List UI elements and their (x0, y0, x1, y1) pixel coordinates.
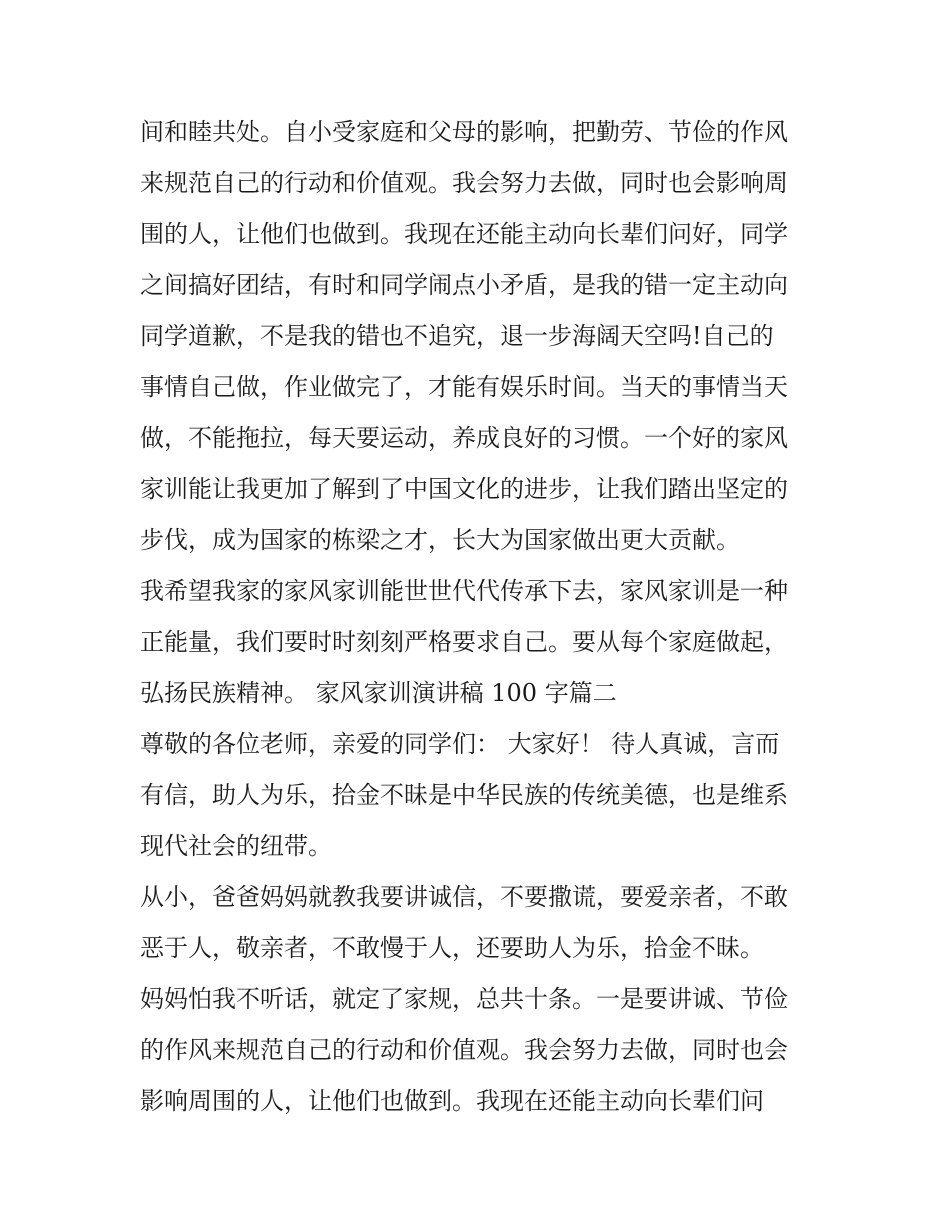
text-line: 做，不能拖拉，每天要运动，养成良好的习惯。一个好的家风 (140, 424, 788, 452)
paragraph-3 (140, 719, 830, 872)
text-line: 间和睦共处。自小受家庭和父母的影响，把勤劳、节俭的作风 (140, 118, 788, 146)
text-line: 步伐，成为国家的栋梁之才，长大为国家做出更大贡献。 (140, 526, 740, 554)
paragraph-2 (140, 566, 830, 719)
text-line: 恶于人，敬亲者，不敢慢于人，还要助人为乐，拾金不昧。 (140, 934, 764, 962)
text-line: 从小，爸爸妈妈就教我要讲诚信，不要撒谎，要爱亲者，不敢 (140, 883, 788, 911)
body-text (140, 107, 830, 1127)
text-line: 事情自己做，作业做完了，才能有娱乐时间。当天的事情当天 (140, 373, 788, 401)
paragraph-5 (140, 974, 830, 1127)
text-line: 正能量，我们要时时刻刻严格要求自己。要从每个家庭做起， (140, 628, 788, 656)
text-line: 家训能让我更加了解到了中国文化的进步，让我们踏出坚定的 (140, 475, 788, 503)
text-line: 影响周围的人，让他们也做到。我现在还能主动向长辈们问 (140, 1087, 764, 1115)
text-line: 之间搞好团结，有时和同学闹点小矛盾，是我的错一定主动向 (140, 271, 788, 299)
text-line: 来规范自己的行动和价值观。我会努力去做，同时也会影响周 (140, 169, 788, 197)
section-heading-line: 弘扬民族精神。 家风家训演讲稿 100 字篇二 (140, 679, 617, 707)
text-line: 妈妈怕我不听话，就定了家规，总共十条。一是要讲诚、节俭 (140, 985, 788, 1013)
text-line: 尊敬的各位老师，亲爱的同学们： 大家好！ 待人真诚，言而 (140, 730, 780, 758)
paragraph-4 (140, 872, 830, 974)
text-line: 有信，助人为乐，拾金不昧是中华民族的传统美德，也是维系 (140, 781, 788, 809)
text-line: 的作风来规范自己的行动和价值观。我会努力去做，同时也会 (140, 1036, 788, 1064)
paragraph-1 (140, 107, 830, 566)
text-line: 同学道歉，不是我的错也不追究，退一步海阔天空吗!自己的 (140, 322, 774, 350)
text-line: 现代社会的纽带。 (140, 832, 332, 860)
text-line: 我希望我家的家风家训能世世代代传承下去，家风家训是一种 (140, 577, 788, 605)
text-line: 围的人，让他们也做到。我现在还能主动向长辈们问好，同学 (140, 220, 788, 248)
